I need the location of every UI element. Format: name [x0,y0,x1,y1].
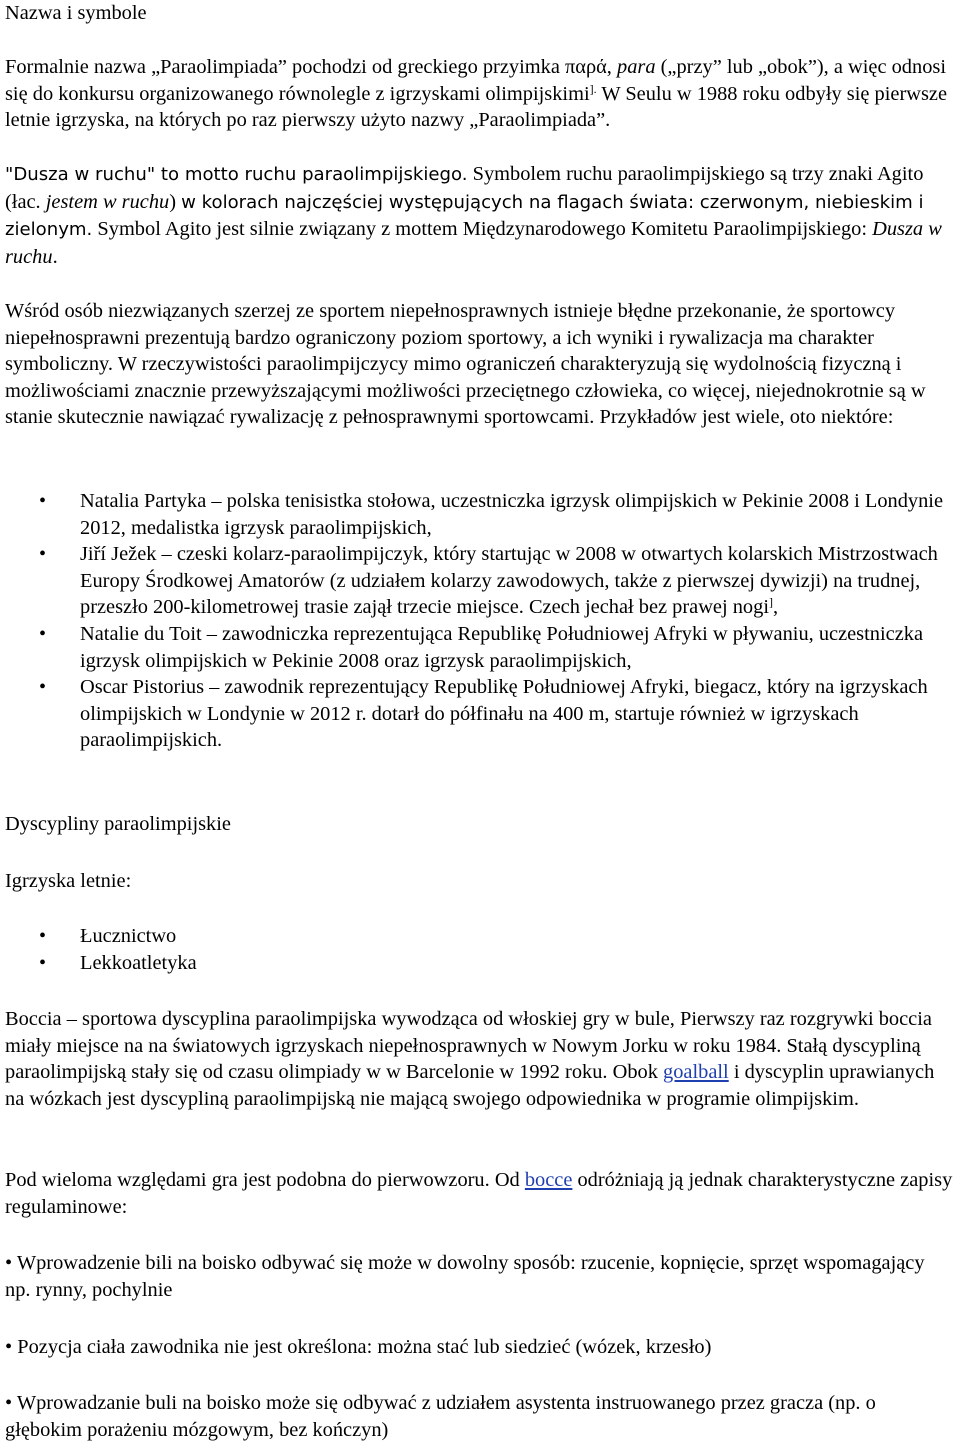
italic-term: Dusza w ruchu [5,218,942,268]
list-item: • Lekkoatletyka [5,950,955,977]
text: Formalnie nazwa „Paraolimpiada” pochodzi od greckiego przyimka παρά, [5,56,617,78]
bullet-icon: • [39,676,47,699]
list-item: • Natalie du Toit – zawodniczka reprezentująca Republikę Południowej Afryki w pływaniu, uczestniczka igrzysk olimpijskich w Pekinie 2008 oraz igrzysk paraolimpijskich, [39,622,923,672]
paragraph-motto [5,161,955,270]
list-item: • Oscar Pistorius – zawodnik reprezentujący Republikę Południowej Afryki, biegacz, który na igrzyskach olimpijskich w Londynie w 2012 r. dotarł do półfinału na 400 m, startuje również w igrzyskach paraolimpijskich. [39,676,928,752]
text: ) [169,190,182,213]
rule-item: • Wprowadzenie bili na boisko odbywać się może w dowolny sposób: rzucenie, kopnięcie, sprzęt wspomagający np. rynny, pochylnie [5,1252,925,1301]
section-heading: Nazwa i symbole [5,2,147,24]
text: . [52,245,58,268]
disciplines-heading: Dyscypliny paraolimpijskie [5,813,231,835]
bullet-icon: • [39,925,47,947]
footnote-mark: ]. [589,81,597,96]
list-item: • Jiří Ježek – czeski kolarz-paraolimpijczyk, który startując w 2008 w otwartych kolarskich Mistrzostwach Europy Środkowej Amatorów (z udziałem kolarzy zawodowych, także z pierwszej dywizji) na trudnej, przeszło 200-kilometrowej trasie zajął trzecie miejsce. Czech jechał bez prawej nogi], [39,543,938,619]
bullet-icon: • [39,543,47,566]
text: Symbolem ruchu paraolimpijskiego są trzy znaki Agito (łac. [5,163,924,213]
italic-term: para [617,56,656,78]
text: („przy” lub „obok”), a więc odnosi się do konkursu organizowanego równolegle z igrzyskami olimpijskimi [5,56,946,105]
list-item: • Natalia Partyka – polska tenisistka stołowa, uczestniczka igrzysk olimpijskich w Pekinie 2008 i Londynie 2012, medalistka igrzysk paraolimpijskich, [39,490,944,539]
athletes-list [5,488,955,754]
paragraph-boccia: Boccia – sportowa dyscyplina paraolimpijska wywodząca od włoskiej gry w bule, Pierwszy raz rozgrywki boccia miały miejsce na na światowych igrzyskach niepełnosprawnych w Nowym Jorku w roku 1984. Stałą dyscypliną paraolimpijską stały się od czasu olimpiady w w Barcelonie w 1992 roku. Obok goalball i dyscyplin uprawianych na wózkach jest dyscypliną paraolimpijską nie mającą swojego odpowiednika w programie olimpijskim. [5,1008,935,1110]
bullet-icon: • [39,951,47,974]
text-sans: w kolorach najczęściej występujących na flagach świata: czerwonym, niebieskim i zielonym. [5,191,924,241]
paragraph-misconception: Wśród osób niezwiązanych szerzej ze sportem niepełnosprawnych istnieje błędne przekonanie, że sportowcy niepełnosprawni prezentują bardzo ograniczony poziom sportowy, a ich wyniki i rywalizacja ma charakter symboliczny. W rzeczywistości paraolimpijczycy mimo ograniczeń charakteryzują się wydolnością fizyczną i możliwościami znacznie przewyższającymi możliwości przeciętnego człowieka, co więcej, niejednokrotnie są w stanie skutecznie nawiązać rywalizację z pełnosprawnymi sportowcami. Przykładów jest wiele, oto niektóre: [5,300,926,429]
italic-term: jestem w ruchu [45,190,170,213]
summer-sports-list [5,923,955,976]
text: Symbol Agito jest silnie związany z mottem Międzynarodowego Komitetu Paraolimpijskiego: [92,218,873,241]
list-item: • Łucznictwo [5,923,955,950]
text-sans: "Dusza w ruchu" to motto ruchu paraolimpijskiego. [5,164,468,185]
bocce-link[interactable]: bocce [524,1169,573,1191]
goalball-link[interactable]: goalball [663,1061,729,1084]
rule-item: • Pozycja ciała zawodnika nie jest określona: można stać lub siedzieć (wózek, krzesło) [5,1336,712,1358]
summer-games-heading: Igrzyska letnie: [5,870,132,892]
text: W Seulu w 1988 roku odbyły się pierwsze letnie igrzyska, na których po raz pierwszy użyto nazwy „Paraolimpiada”. [5,82,947,132]
bullet-icon: • [39,490,47,512]
paragraph-similarity: Pod wieloma względami gra jest podobna do pierwowzoru. Od bocce odróżniają ją jednak charakterystyczne zapisy regulaminowe: [5,1169,953,1218]
paragraph-name-origin [5,54,955,134]
footnote-mark: ] [769,595,773,610]
rule-item: • Wprowadzanie buli na boisko może się odbywać z udziałem asystenta instruowanego przez gracza (np. o głębokim porażeniu mózgowym, bez kończyn) [5,1392,876,1441]
bullet-icon: • [39,622,47,645]
